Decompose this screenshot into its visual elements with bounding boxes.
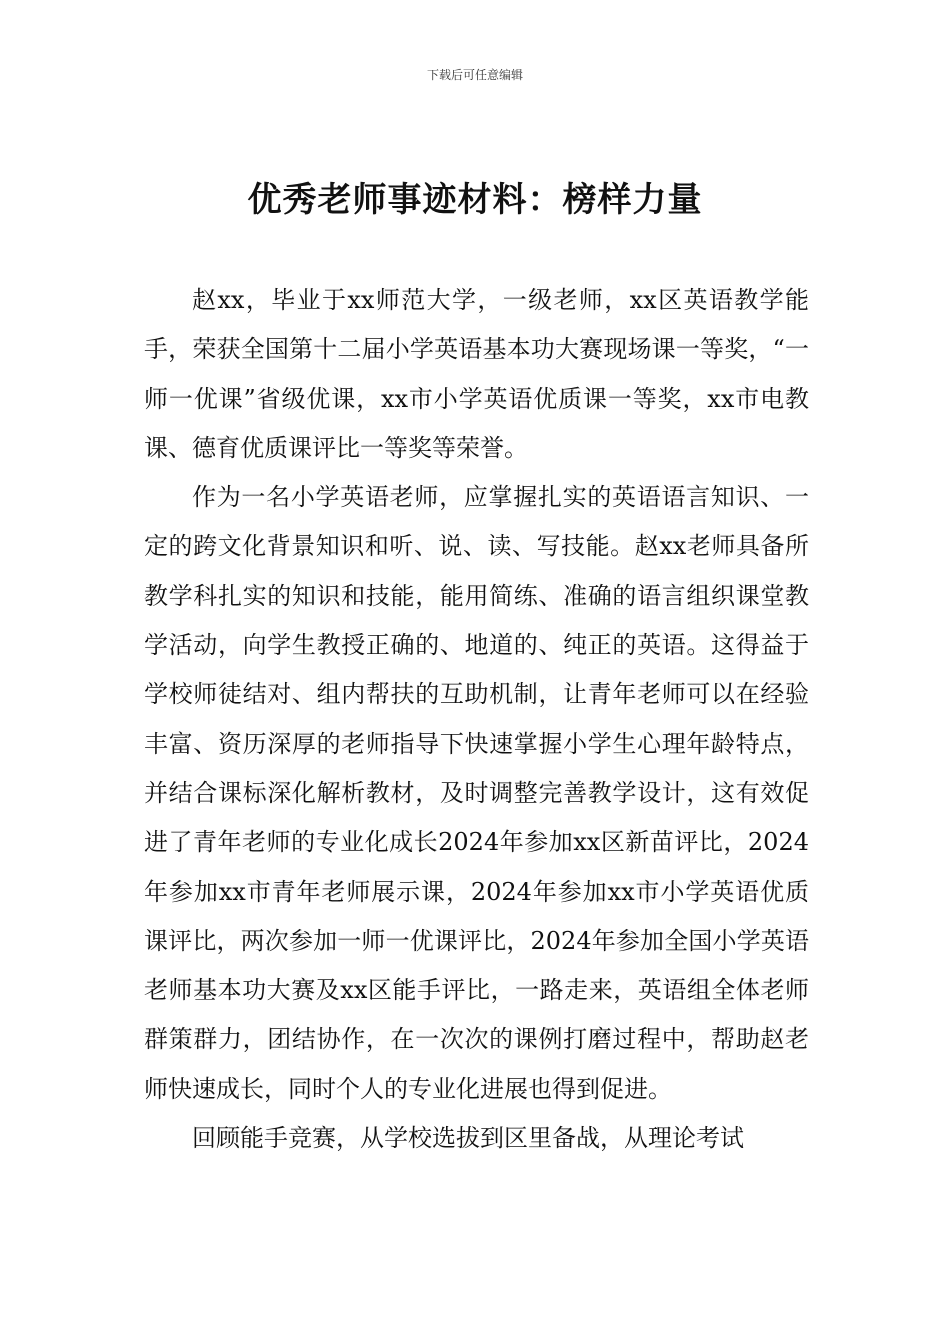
page-header-note: 下载后可任意编辑 — [426, 68, 523, 82]
paragraph-2: 作为一名小学英语老师，应掌握扎实的英语语言知识、一定的跨文化背景知识和听、说、读、写技能。赵xx老师具备所教学科扎实的知识和技能，能用简练、准确的语言组织课堂教学活动，向学生教授正确的、地道的、纯正的英语。这得益于学校师徒结对、组内帮扶的互助机制，让青年老师可以在经验丰富、资历深厚的老师指导下快速掌握小学生心理年龄特点，并结合课标深化解析教材，及时调整完善教学设计，这有效促进了青年老师的专业化成长2024年参加xx区新苗评比，2024年参加xx市青年老师展示课，2024年参加xx市小学英语优质课评比，两次参加一师一优课评比，2024年参加全国小学英语老师基本功大赛及xx区能手评比，一路走来，英语组全体老师群策群力，团结协作，在一次次的课例打磨过程中，帮助赵老师快速成长，同时个人的专业化进展也得到促进。 — [144, 483, 809, 1103]
document-title: 优秀老师事迹材料：榜样力量 — [247, 180, 703, 220]
paragraph-1: 赵xx，毕业于xx师范大学，一级老师，xx区英语教学能手，荣获全国第十二届小学英语基本功大赛现场课一等奖，“一师一优课”省级优课，xx市小学英语优质课一等奖，xx市电教课、德育优质课评比一等奖等荣誉。 — [144, 286, 809, 462]
paragraph-3: 回顾能手竞赛，从学校选拔到区里备战，从理论考试 — [192, 1124, 744, 1153]
document-body — [144, 276, 809, 1163]
